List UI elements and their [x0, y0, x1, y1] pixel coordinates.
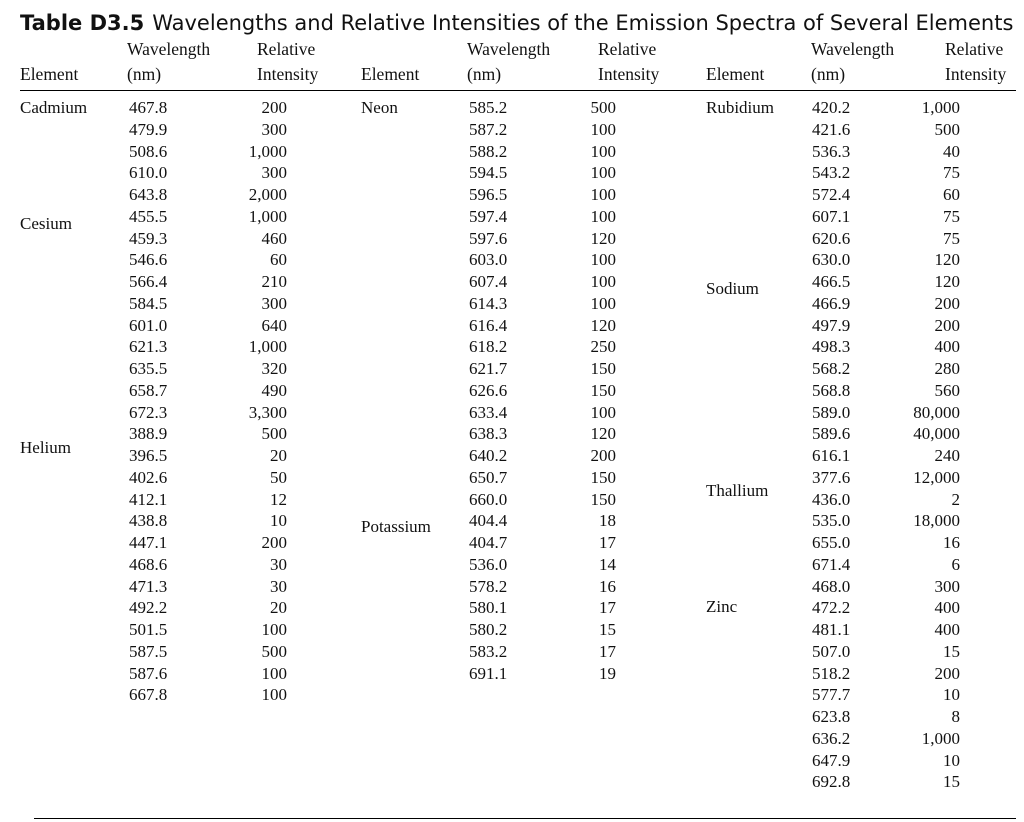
intensity-value: 100 [590, 402, 616, 422]
header-wavelength-unit: (nm) [127, 64, 162, 84]
intensity-value: 2 [951, 489, 960, 509]
wavelength-value: 501.5 [129, 620, 168, 639]
intensity-value: 2,000 [248, 185, 287, 204]
intensity-value: 40,000 [913, 424, 960, 444]
table-row [129, 162, 305, 184]
intensity-value: 500 [590, 98, 616, 117]
wavelength-value: 580.2 [469, 620, 508, 639]
intensity-value: 490 [261, 380, 287, 400]
wavelength-value: 396.5 [129, 446, 168, 465]
wavelength-value: 402.6 [129, 467, 168, 487]
wavelength-value: 507.0 [812, 641, 851, 661]
wavelength-value: 638.3 [469, 424, 508, 444]
intensity-value: 16 [599, 576, 616, 596]
table-row [129, 532, 305, 554]
wavelength-value: 692.8 [812, 772, 851, 792]
table-row [812, 97, 988, 119]
intensity-value: 60 [943, 185, 960, 204]
intensity-value: 40 [943, 141, 960, 161]
intensity-value: 19 [599, 663, 616, 683]
intensity-value: 17 [599, 533, 616, 552]
table-row [812, 423, 988, 445]
wavelength-value: 643.8 [129, 185, 168, 204]
table-row [469, 184, 645, 206]
table-row [469, 510, 645, 532]
table-row [812, 445, 988, 467]
header-intensity: Intensity [598, 64, 660, 84]
table-title [20, 10, 1013, 36]
intensity-value: 100 [590, 250, 616, 270]
table-row [469, 97, 645, 119]
wavelength-value: 466.9 [812, 293, 851, 313]
table-row [129, 423, 305, 445]
wavelength-value: 518.2 [812, 663, 851, 683]
table-number: Table D3.5 [20, 11, 145, 35]
intensity-value: 300 [261, 293, 287, 313]
wavelength-value: 587.2 [469, 119, 508, 139]
wavelength-value: 584.5 [129, 293, 168, 313]
intensity-value: 1,000 [248, 337, 287, 357]
intensity-value: 3,300 [248, 402, 287, 422]
intensity-value: 280 [934, 359, 960, 378]
intensity-value: 120 [934, 272, 960, 291]
header-wavelength: Wavelength [127, 39, 211, 59]
wavelength-value: 616.4 [469, 315, 508, 335]
wavelength-value: 626.6 [469, 380, 508, 400]
wavelength-value: 603.0 [469, 250, 508, 270]
table-row [812, 141, 988, 163]
bottom-rule [34, 818, 1016, 819]
intensity-value: 20 [270, 446, 287, 465]
wavelength-value: 660.0 [469, 489, 508, 509]
intensity-value: 210 [261, 272, 287, 291]
intensity-value: 150 [590, 467, 616, 487]
header-wavelength: Wavelength [811, 39, 895, 59]
table-row [812, 293, 988, 315]
table-row [469, 402, 645, 424]
element-name: Helium [20, 438, 71, 457]
intensity-value: 100 [261, 685, 287, 705]
wavelength-value: 597.6 [469, 228, 508, 248]
wavelength-value: 479.9 [129, 119, 168, 139]
wavelength-value: 536.0 [469, 554, 508, 574]
intensity-value: 10 [943, 750, 960, 770]
wavelength-value: 377.6 [812, 467, 851, 487]
table-row [469, 445, 645, 467]
data-column [812, 97, 988, 793]
wavelength-value: 546.6 [129, 250, 168, 270]
table-row [469, 467, 645, 489]
wavelength-value: 618.2 [469, 337, 508, 357]
wavelength-value: 543.2 [812, 163, 851, 183]
wavelength-value: 467.8 [129, 98, 168, 117]
table-row [469, 423, 645, 445]
wavelength-value: 650.7 [469, 467, 508, 487]
element-name: Cadmium [20, 98, 88, 117]
intensity-value: 1,000 [921, 728, 960, 748]
wavelength-value: 601.0 [129, 315, 168, 335]
intensity-value: 17 [599, 598, 616, 618]
table-row [812, 228, 988, 250]
table-row [812, 467, 988, 489]
wavelength-value: 597.4 [469, 206, 508, 226]
wavelength-value: 583.2 [469, 641, 508, 661]
wavelength-value: 589.6 [812, 424, 851, 444]
intensity-value: 100 [590, 272, 616, 291]
intensity-value: 15 [943, 772, 960, 792]
table-row [469, 619, 645, 641]
wavelength-value: 621.3 [129, 337, 168, 357]
table-row [812, 358, 988, 380]
intensity-value: 120 [590, 315, 616, 335]
table-row [812, 162, 988, 184]
wavelength-value: 658.7 [129, 380, 168, 400]
table-row [812, 663, 988, 685]
intensity-value: 120 [934, 250, 960, 270]
header-intensity: Intensity [945, 64, 1007, 84]
intensity-value: 200 [261, 533, 287, 552]
wavelength-value: 636.2 [812, 728, 851, 748]
table-row [129, 619, 305, 641]
wavelength-value: 630.0 [812, 250, 851, 270]
table-row [469, 663, 645, 685]
wavelength-value: 633.4 [469, 402, 508, 422]
table-row [129, 402, 305, 424]
table-row [469, 228, 645, 250]
intensity-value: 120 [590, 228, 616, 248]
wavelength-value: 672.3 [129, 402, 168, 422]
table-row [469, 554, 645, 576]
table-row [812, 249, 988, 271]
element-name: Sodium [706, 279, 759, 298]
wavelength-value: 578.2 [469, 576, 508, 596]
wavelength-value: 421.6 [812, 119, 851, 139]
wavelength-value: 587.6 [129, 663, 168, 683]
intensity-value: 200 [934, 293, 960, 313]
table-row [812, 576, 988, 598]
intensity-value: 100 [590, 293, 616, 313]
table-row [129, 554, 305, 576]
table-row [469, 380, 645, 402]
intensity-value: 18 [599, 511, 616, 531]
intensity-value: 500 [261, 424, 287, 444]
intensity-value: 17 [599, 641, 616, 661]
table-row [812, 315, 988, 337]
intensity-value: 200 [590, 446, 616, 465]
wavelength-value: 472.2 [812, 598, 851, 618]
header-wavelength-unit: (nm) [811, 64, 846, 84]
wavelength-value: 404.7 [469, 533, 508, 552]
data-column [129, 97, 305, 706]
wavelength-value: 568.8 [812, 380, 851, 400]
wavelength-value: 468.6 [129, 554, 168, 574]
table-row [469, 576, 645, 598]
intensity-value: 1,000 [921, 98, 960, 117]
element-name: Neon [361, 98, 398, 117]
intensity-value: 100 [590, 119, 616, 139]
intensity-value: 1,000 [248, 206, 287, 226]
header-wavelength: Wavelength [467, 39, 551, 59]
table-row [812, 641, 988, 663]
wavelength-value: 580.1 [469, 598, 508, 618]
data-column [469, 97, 645, 684]
intensity-value: 14 [599, 554, 616, 574]
table-row [812, 336, 988, 358]
wavelength-value: 420.2 [812, 98, 851, 117]
intensity-value: 460 [261, 228, 287, 248]
table-row [812, 184, 988, 206]
intensity-value: 50 [270, 467, 287, 487]
intensity-value: 400 [934, 598, 960, 618]
element-name: Zinc [706, 597, 738, 616]
intensity-value: 400 [934, 337, 960, 357]
intensity-value: 100 [590, 141, 616, 161]
intensity-value: 12 [270, 489, 287, 509]
wavelength-value: 459.3 [129, 228, 168, 248]
intensity-value: 8 [951, 707, 960, 726]
header-element: Element [706, 64, 765, 84]
table-row [129, 206, 305, 228]
table-row [129, 380, 305, 402]
wavelength-value: 404.4 [469, 511, 508, 531]
intensity-value: 300 [261, 119, 287, 139]
wavelength-value: 498.3 [812, 337, 851, 357]
intensity-value: 300 [261, 163, 287, 183]
intensity-value: 200 [934, 663, 960, 683]
intensity-value: 15 [943, 641, 960, 661]
intensity-value: 100 [590, 185, 616, 204]
wavelength-value: 388.9 [129, 424, 168, 444]
wavelength-value: 589.0 [812, 402, 851, 422]
table-row [129, 358, 305, 380]
intensity-value: 120 [590, 424, 616, 444]
intensity-value: 75 [943, 206, 960, 226]
intensity-value: 100 [590, 206, 616, 226]
intensity-value: 500 [934, 119, 960, 139]
intensity-value: 150 [590, 380, 616, 400]
table-row [129, 467, 305, 489]
table-row [812, 119, 988, 141]
intensity-value: 30 [270, 554, 287, 574]
header-element: Element [361, 64, 420, 84]
table-row [812, 206, 988, 228]
table-row [469, 336, 645, 358]
wavelength-value: 447.1 [129, 533, 168, 552]
intensity-value: 1,000 [248, 141, 287, 161]
intensity-value: 560 [934, 380, 960, 400]
intensity-value: 10 [943, 685, 960, 705]
table-row [129, 336, 305, 358]
wavelength-value: 610.0 [129, 163, 168, 183]
intensity-value: 75 [943, 228, 960, 248]
header-wavelength-unit: (nm) [467, 64, 502, 84]
wavelength-value: 671.4 [812, 554, 851, 574]
intensity-value: 30 [270, 576, 287, 596]
wavelength-value: 621.7 [469, 359, 508, 378]
wavelength-value: 568.2 [812, 359, 851, 378]
wavelength-value: 471.3 [129, 576, 168, 596]
intensity-value: 240 [934, 446, 960, 465]
header-relative: Relative [945, 39, 1004, 59]
table-row [812, 619, 988, 641]
wavelength-value: 623.8 [812, 707, 851, 726]
element-name: Rubidium [706, 98, 775, 117]
table-row [129, 597, 305, 619]
table-row [129, 663, 305, 685]
table-row [469, 489, 645, 511]
wavelength-value: 667.8 [129, 685, 168, 705]
intensity-value: 12,000 [913, 467, 960, 487]
wavelength-value: 466.5 [812, 272, 851, 291]
table-row [469, 206, 645, 228]
header-relative: Relative [598, 39, 657, 59]
table-row [129, 249, 305, 271]
table-row [129, 315, 305, 337]
table-row [129, 271, 305, 293]
wavelength-value: 497.9 [812, 315, 851, 335]
wavelength-value: 412.1 [129, 489, 168, 509]
table-row [812, 402, 988, 424]
table-row [812, 684, 988, 706]
table-row [812, 728, 988, 750]
table-row [812, 380, 988, 402]
table-row [129, 228, 305, 250]
table-row [129, 576, 305, 598]
wavelength-value: 614.3 [469, 293, 508, 313]
intensity-value: 15 [599, 620, 616, 639]
header-relative: Relative [257, 39, 316, 59]
wavelength-value: 640.2 [469, 446, 508, 465]
wavelength-value: 607.1 [812, 206, 851, 226]
table-row [129, 97, 305, 119]
table-row [469, 358, 645, 380]
table-row [469, 293, 645, 315]
wavelength-value: 536.3 [812, 141, 851, 161]
table-row [129, 445, 305, 467]
table-row [812, 554, 988, 576]
intensity-value: 320 [261, 359, 287, 378]
wavelength-value: 691.1 [469, 663, 508, 683]
wavelength-value: 607.4 [469, 272, 508, 291]
table-row [469, 162, 645, 184]
intensity-value: 150 [590, 489, 616, 509]
table-row [469, 597, 645, 619]
table-row [129, 510, 305, 532]
intensity-value: 16 [943, 533, 960, 552]
header-rule [20, 90, 1016, 91]
table-row [129, 184, 305, 206]
element-name: Potassium [361, 517, 431, 536]
intensity-value: 250 [590, 337, 616, 357]
table-row [129, 141, 305, 163]
intensity-value: 75 [943, 163, 960, 183]
wavelength-value: 655.0 [812, 533, 851, 552]
intensity-value: 400 [934, 620, 960, 639]
table-row [129, 119, 305, 141]
wavelength-value: 587.5 [129, 641, 168, 661]
table-row [469, 271, 645, 293]
table-row [812, 532, 988, 554]
wavelength-value: 436.0 [812, 489, 851, 509]
wavelength-value: 535.0 [812, 511, 851, 531]
intensity-value: 20 [270, 598, 287, 618]
wavelength-value: 492.2 [129, 598, 168, 618]
table-row [812, 706, 988, 728]
table-row [469, 315, 645, 337]
wavelength-value: 566.4 [129, 272, 168, 291]
table-row [469, 249, 645, 271]
header-intensity: Intensity [257, 64, 319, 84]
intensity-value: 10 [270, 511, 287, 531]
table-row [469, 119, 645, 141]
table-row [812, 771, 988, 793]
table-row [812, 271, 988, 293]
wavelength-value: 594.5 [469, 163, 508, 183]
wavelength-value: 468.0 [812, 576, 851, 596]
table-row [812, 597, 988, 619]
element-name: Thallium [706, 481, 769, 500]
table-row [469, 641, 645, 663]
wavelength-value: 585.2 [469, 98, 508, 117]
table-row [469, 532, 645, 554]
wavelength-value: 647.9 [812, 750, 851, 770]
table-row [812, 750, 988, 772]
wavelength-value: 596.5 [469, 185, 508, 204]
intensity-value: 640 [261, 315, 287, 335]
element-name: Cesium [20, 214, 72, 233]
intensity-value: 60 [270, 250, 287, 270]
intensity-value: 6 [951, 554, 960, 574]
table-title-text: Wavelengths and Relative Intensities of the Emission Spectra of Several Elements [152, 11, 1014, 35]
table-row [812, 510, 988, 532]
intensity-value: 100 [261, 620, 287, 639]
intensity-value: 200 [261, 98, 287, 117]
intensity-value: 300 [934, 576, 960, 596]
wavelength-value: 635.5 [129, 359, 168, 378]
table-row [812, 489, 988, 511]
intensity-value: 200 [934, 315, 960, 335]
wavelength-value: 588.2 [469, 141, 508, 161]
intensity-value: 100 [590, 163, 616, 183]
table-row [129, 684, 305, 706]
table-row [129, 641, 305, 663]
wavelength-value: 481.1 [812, 620, 851, 639]
wavelength-value: 620.6 [812, 228, 851, 248]
table-row [129, 489, 305, 511]
wavelength-value: 616.1 [812, 446, 851, 465]
intensity-value: 500 [261, 641, 287, 661]
intensity-value: 100 [261, 663, 287, 683]
table-row [469, 141, 645, 163]
header-element: Element [20, 64, 79, 84]
intensity-value: 80,000 [913, 402, 960, 422]
wavelength-value: 455.5 [129, 206, 168, 226]
intensity-value: 18,000 [913, 511, 960, 531]
wavelength-value: 438.8 [129, 511, 168, 531]
wavelength-value: 577.7 [812, 685, 851, 705]
wavelength-value: 572.4 [812, 185, 851, 204]
wavelength-value: 508.6 [129, 141, 168, 161]
table-row [129, 293, 305, 315]
intensity-value: 150 [590, 359, 616, 378]
